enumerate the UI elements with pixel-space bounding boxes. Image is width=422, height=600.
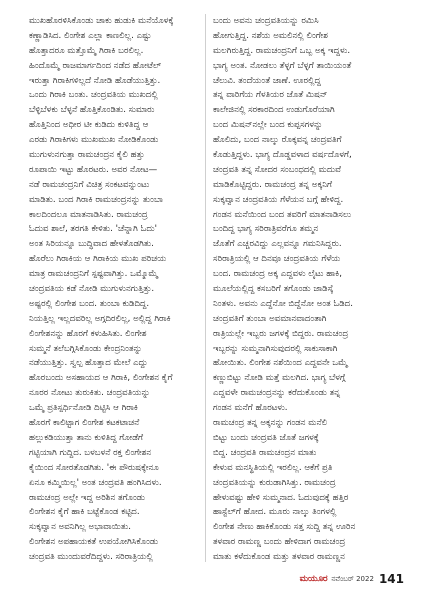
text-line: ಹೊತ್ತಿನಿಂದ ಅಧೀರ ಟೀ ಕುಡಿದು ಕುಳಿತಿದ್ದ ಆ	[29, 120, 149, 131]
text-line: ಬೆಳ್ಳಿಬೆಳಕು ಬೆಳ್ಳನೆ ಹೊತ್ತಿಕೊಂಡಿತು. ಸುಮಾರು	[29, 105, 155, 116]
text-line: ತನ್ನ ವಾರಿಗೆಯ ಗೆಳತಿಯರ ಜೊತೆ ಮಿಷನ್	[213, 90, 328, 101]
text-line: ನಿಂತಳು. ಅವನು ಎದ್ದೆನೋ ಬಿದ್ದೆನೋ ಅಂತ ಓಡಿದ.	[213, 298, 353, 309]
text-line: ಬಂದು ಅವನು ಚಂದ್ರವತಿಯನ್ನು ರಮಿಸಿ	[213, 16, 319, 26]
text-line: ಬಂದಿದ್ದ ಭಾಗ್ಯ ಸರಿರಾತ್ರಿವರೆಗೂ ತಮ್ಮನ	[213, 224, 319, 235]
text-line: ನೂರರ ನೋಟು ತುರುಕಿತು. ಚಂದ್ರವತಿಯನ್ನು	[29, 388, 151, 399]
text-line: ಹೊಲಿದು, ಬಂದ ನಾಲ್ಕು ರೊಕ್ಕವನ್ನ ಚಂದ್ರವತಿಗೆ	[213, 135, 342, 146]
text-line: ಕಣ್ಣಾಡಿಸಿದ. ಲಿಂಗೇಶ ಎಲ್ಲಾ ಕಾಣಲಿಲ್ಲ. ಎಷ್ಟು	[29, 30, 152, 41]
text-line: ಓದುವ ಶಾಲೆ, ತರಗತಿ ಕೇಳಿತು. 'ಚೆನ್ನಾಗಿ ಓದು'	[29, 224, 157, 235]
text-line: ಮುಖಹೊರಳಿಸಿಕೊಂಡು ಚಾಕು ಹುಡುಕಿ ಮನೆಯೊಳಕ್ಕೆ	[29, 16, 174, 26]
text-line: ಕಾಲೇಜಿನಲ್ಲಿ ಸರಕಾರದಿಂದ ಉಡುಗೊರೆಯಾಗಿ	[213, 105, 335, 116]
text-line: ತಳವಾರ ರಾಮಣ್ಣ ಬಂದು ಹೇಳಿದಾಗ ರಾಮಚಂದ್ರ	[213, 537, 346, 548]
text-line: ಮುಗುಳುನಗುತ್ತಾ ರಾಮಚಂದ್ರನ ಕೈಲಿ ಹತ್ತು	[29, 150, 145, 161]
text-line: ಚಂದ್ರವತಿಯನ್ನು ಕುರುಡಾಗಿಸಿತ್ತು. ರಾಮಚಂದ್ರ	[213, 477, 336, 488]
text-line: ಕಾಲದಿಂದಲೂ ಮಾತನಾಡಿಸಿತು. ರಾಮಚಂದ್ರ	[29, 209, 148, 220]
text-line: ಗಟ್ಟಿಯಾಗಿ ಗುದ್ದಿದ. ಬಳಬಳನೆ ರಕ್ತ ಲಿಂಗೇಶನ	[29, 447, 152, 458]
text-line: ಸುಕ್ಕವ್ವಾನ ಅವನಿಗಿಲ್ಲ ಅಭಾವಾಯಿತು.	[29, 522, 131, 533]
text-line: ಒಮ್ಮೆ ಪ್ರತಿಸ್ಪರ್ಧಿನೋಡಿ ದಿಟ್ಟಿಸಿ ಆ ಗಿರಾಕಿ	[29, 403, 138, 414]
text-line: ಕೊಡುತ್ತಿದ್ದಳು. ಭಾಗ್ಯ ದೊಡ್ಡವಳಾದ ವರ್ಷದೊಳಗೆ,	[213, 150, 352, 161]
text-line: ಲಿಂಗೇಶನ ಅಪಹಾಯಕತೆ ಉಪಯೋಗಿಸಿಕೊಂಡು	[29, 537, 159, 548]
text-line: ಹೊತ್ತಾದರೂ ಮತ್ತೊಮ್ಮೆ ಗಿರಾಕಿ ಬರಲಿಲ್ಲ.	[29, 45, 144, 56]
text-line: ಕೇಳುವ ಮನಸ್ಥಿತಿಯಲ್ಲಿ ಇರಲಿಲ್ಲ. ಆಕೆಗೆ ಪ್ರತಿ	[213, 462, 333, 473]
text-line: ಚಂದ್ರವತಿ ಮುಂದುವರೆದಿದ್ದಳು. ಸರಿರಾತ್ರಿಯಲ್ಲಿ	[29, 552, 153, 563]
text-line: ಎದ್ದವಳೇ ರಾಮಚಂದ್ರನನ್ನು ಕರೆದುಕೊಂಡು ತನ್ನ	[213, 388, 341, 399]
text-line: ಮಾಡಿಕೊಟ್ಟಿದ್ದರು. ರಾಮಚಂದ್ರ ತನ್ನ ಅಕ್ಕನಿಗೆ	[213, 179, 333, 190]
text-line: ಒಂದು ಗಿರಾಕಿ ಬಂತು. ಚಂದ್ರವತಿಯ ಮುಖದಲ್ಲಿ	[29, 90, 158, 101]
text-line: ಹೇಳುವಷ್ಟು ಹೇಳಿ ಸುಮ್ಮನಾದ. ಓದುವುದಕ್ಕೆ ಹತ್ತಿರ	[213, 492, 349, 503]
text-line: ರಾಮಚಂದ್ರ ತನ್ನ ಅಕ್ಕನನ್ನು ಗಂಡನ ಮನೆಲಿ	[213, 418, 328, 429]
text-line: ಚಂದ್ರವತಿ ತನ್ನ ಸೋದರ ಸಂಬಂಧದಲ್ಲಿ ಮದುವೆ	[213, 164, 341, 175]
text-line: ರಾತ್ರಿಯಲ್ಲೇ ಇಬ್ಬರು ಜಗಳಕ್ಕೆ ಬಿದ್ದರು. ರಾಮಚಂದ್ರ	[213, 328, 349, 339]
text-line: ಇಬ್ಬರನ್ನು ಸುಮ್ಮನಾಗಿಸುವುದರಲ್ಲಿ ಸಾಕುಸಾಕಾಗಿ	[213, 343, 338, 354]
issue-date: ನವೆಂಬರ್ 2022	[331, 574, 374, 583]
text-line: ಭಾಗ್ಯ ಅಂತ. ನೋಡಲು ತೆಳ್ಳಗೆ ಬೆಳ್ಳಗೆ ತಾಯಿಯಂತೆ	[213, 60, 352, 71]
text-line: ಜೊತೆಗೆ ಎಚ್ಚರವಿದ್ದು ಎಲ್ಲವನ್ನೂ ಗಮನಿಸಿದ್ದರು.	[213, 239, 342, 250]
text-line: ಚಂದ್ರವತಿಯ ಕಡೆ ನೋಡಿ ಮುಗುಳುನಗುತ್ತಿತ್ತು.	[29, 284, 155, 295]
text-line: ಏನೂ ಕಮ್ಮಿಯಿಲ್ಲ' ಅಂತ ಚಂದ್ರವತಿ ಹಂಗಿಸಿದಳು.	[29, 477, 162, 488]
text-line: ರಾಮಚಂದ್ರ ಅಲ್ಲೇ ಇದ್ದ ಅರಿಶಿನ ತಗೊಂಡು	[29, 492, 146, 503]
text-line: ನಿಯತ್ತಿಲ್ಲ ಇಲ್ಲದವರಿಲ್ಲ ಅಗ್ಗದಿರಲಿಲ್ಲ, ಅಲ್ಲಿದ್ದ ಗಿರಾಕಿ	[29, 313, 171, 324]
text-line: ಎರಡು ಗಿರಾಕಿಗಳು ಮುಖಮುಖ ನೋಡಿಕೊಂಡು	[29, 135, 159, 146]
text-line: ಅಂತ ಸಿರಿಯನ್ನೂ ಬುದ್ಧಿವಾದ ಹೇಳತೊಡಗಿತು.	[29, 239, 154, 250]
text-line: ಮಾಡಿತು. ಬಂದ ಗಿರಾಕಿ ರಾಮಚಂದ್ರನನ್ನು ತುಂಬಾ	[29, 194, 163, 205]
text-line: ಬಂದ. ರಾಮಚಂದ್ರ ಅಕ್ಕ ಎದ್ದವಳು ಲೈಟು ಹಾಕಿ,	[213, 269, 342, 280]
text-line: ಗಂಡನ ಮನೆಯಿಂದ ಬಂದ ತವರಿಗೆ ಮಾತನಾಡಿಸಲು	[213, 209, 352, 220]
text-line: ಮಾತ್ರ ರಾಮಚಂದ್ರನಿಗೆ ಸ್ಪಷ್ಟವಾಗಿತ್ತು. ಒಮ್ಮೊಮ್ಮೆ	[29, 269, 159, 280]
text-line: ಮಲಗಿರುತ್ತಿದ್ದ. ರಾಮಚಂದ್ರನಿಗೆ ಒಬ್ಬ ಅಕ್ಕ ಇದ್ದಳು.	[213, 45, 351, 56]
text-line: ಅಷ್ಟರಲ್ಲಿ ಲಿಂಗೇಶ ಬಂದ. ತುಂಬಾ ಕುಡಿದಿದ್ದ.	[29, 298, 150, 309]
text-column-left	[29, 14, 205, 565]
text-line: ಬಂದ ಮಿಷನ್‌ನಲ್ಲೇ ಬಂದ ಕುಪ್ಪಸಗಳನ್ನು	[213, 120, 323, 131]
text-line: ಸುಮ್ಮನೆ ತಲೆಬಗ್ಗಿಸಿಕೊಂಡು ಕೇಂದ್ರನಿಂತನ್ನು	[29, 343, 143, 354]
text-line: ಹೊರೆಲು ಗಿರಾಕಿಯ ಆ ಗಿರಾಕಿಯ ಮುಖ ಪರಿಚಯ	[29, 254, 167, 265]
text-line: ಲಿಂಗೇಶನನ್ನು ಹೊರಗೆ ಕಳುಹಿಸಿತು. ಲಿಂಗೇಶ	[29, 328, 147, 339]
text-line: ಹಲ್ಲುಕಡಿಯುತ್ತಾ ತಾನು ಕುಳಿತಿದ್ದ ಗೋಡೆಗೆ	[29, 432, 144, 443]
text-line: ಹೊರಬಂದು ಅಸಹಾಯದ ಆ ಗಿರಾಕಿ, ಲಿಂಗೇಶನ ಕೈಗೆ	[29, 373, 173, 384]
magazine-logo: ಮಯೂರ	[299, 574, 328, 584]
text-line: ಬಿಟ್ಟು ಬಂದು ಚಂದ್ರವತಿ ಜೊತೆ ಜಗಳಕ್ಕೆ	[213, 432, 319, 443]
text-line: ರೂಪಾಯಿ ಇಟ್ಟು ಹೊರಟರು. ಅವರ ನೋಟ—	[29, 164, 158, 175]
text-line: ಹಿಂದೊಮ್ಮೆ ರಾಜಮಾರ್ಗದಿಂದ ನಡೆದ ಹೋಟೆಲ್	[29, 60, 162, 71]
text-line: ನಡೆಯುತ್ತಿತ್ತು. ಸ್ವಲ್ಪ ಹೊತ್ತಾದ ಮೇಲೆ ಎದ್ದು	[29, 358, 148, 369]
text-line: ಚೆಲುವಿ. ತಂದೆಯಂತೆ ಜಾಣೆ. ಊರಲ್ಲಿದ್ದ	[213, 75, 321, 86]
text-line: ಕಣ್ಣುಬಿಟ್ಟು ನೋಡಿ ಮತ್ತೆ ಮಲಗಿದ. ಭಾಗ್ಯ ಬೆಳಗ್ಗೆ	[213, 373, 346, 384]
text-line: ಸುಕ್ಕವ್ವಾನ ಚಂದ್ರವತಿಯ ಗೆಳೆಯನ ಬಗ್ಗೆ ಹೇಳಿದ್ದ.	[213, 194, 344, 205]
page-footer	[286, 571, 404, 587]
text-line: ನಡೆ ರಾಮಚಂದ್ರನಿಗೆ ವಿಚಿತ್ರ ಸಂಕಟವನ್ನುಂಟು	[29, 179, 150, 190]
text-line: ಮಾತು ಕಳೆದುಕೊಂಡ ಮತ್ತು ತಳವಾರ ರಾಮಣ್ಣನ	[213, 552, 345, 563]
column-divider	[205, 14, 206, 562]
text-line: ಹೋಗುತ್ತಿದ್ದ. ನಶೆಯ ಅಮಲಿನಲ್ಲಿ ಲಿಂಗೇಶ	[213, 30, 328, 41]
text-column-right	[213, 14, 389, 565]
text-line: ಲಿಂಗೇಶನ ಕೈಗೆ ಹಾಕಿ ಬಟ್ಟೆಕೊಂಡ ಕಟ್ಟಿದ.	[29, 507, 140, 518]
text-line: ಮೂಲೆಯಲ್ಲಿದ್ದ ಕಸಬರಿಗೆ ತಗೊಂಡು ಜಾಡಿಸ್ಕೆ	[213, 284, 334, 295]
text-line: ಕೈಯಿಂದ ಸೋರತೊಡಗಿತು. 'ಈ ಪೌರುಷಕ್ಕೇನೂ	[29, 462, 159, 473]
text-line: ಇರುತ್ತಾ ಗಿರಾಕಿಗಳಿಲ್ಲದೆ ನೋಡಿ ಹೊಡೆಯುತ್ತಿತ್ತು.	[29, 75, 161, 86]
text-line: ಹೊರಗೆ ಕಾಲಿಟ್ಟಾಗ ಲಿಂಗೇಶ ಕಟಕಟಾಚನೆ	[29, 418, 140, 429]
text-line: ಹಾಸ್ಟೆಲ್‌ಗೆ ಹೋದ. ಮೂರು ನಾಲ್ಕು ತಿಂಗಳಲ್ಲಿ	[213, 507, 337, 518]
text-line: ಗಂಡನ ಮನೆಗೆ ಹೊರಟಳು.	[213, 403, 288, 414]
text-line: ಚಂದ್ರವತಿಗೆ ತುಂಬಾ ಅವಮಾನವಾದಂತಾಗಿ	[213, 313, 327, 324]
text-line: ಲಿಂಗೇಶ ನೇಣು ಹಾಕಿಕೊಂಡು ಸತ್ತ ಸುದ್ದಿ ತನ್ನ ಊರಿನ	[213, 522, 356, 533]
page-number: 141	[378, 572, 404, 586]
text-line: ಹೋಯಿತು. ಲಿಂಗೇಶ ನಶೆಯಿಂದ ಎದ್ದವನೇ ಒಮ್ಮೆ	[213, 358, 348, 369]
text-line: ಸರಿರಾತ್ರಿಯಲ್ಲಿ ಆ ದಿನವೂ ಚಂದ್ರವತಿಯ ಗೆಳೆಯ	[213, 254, 341, 265]
text-line: ಬಿದ್ದ. ಚಂದ್ರವತಿ ರಾಮಚಂದ್ರನ ಮಾತು	[213, 447, 317, 458]
